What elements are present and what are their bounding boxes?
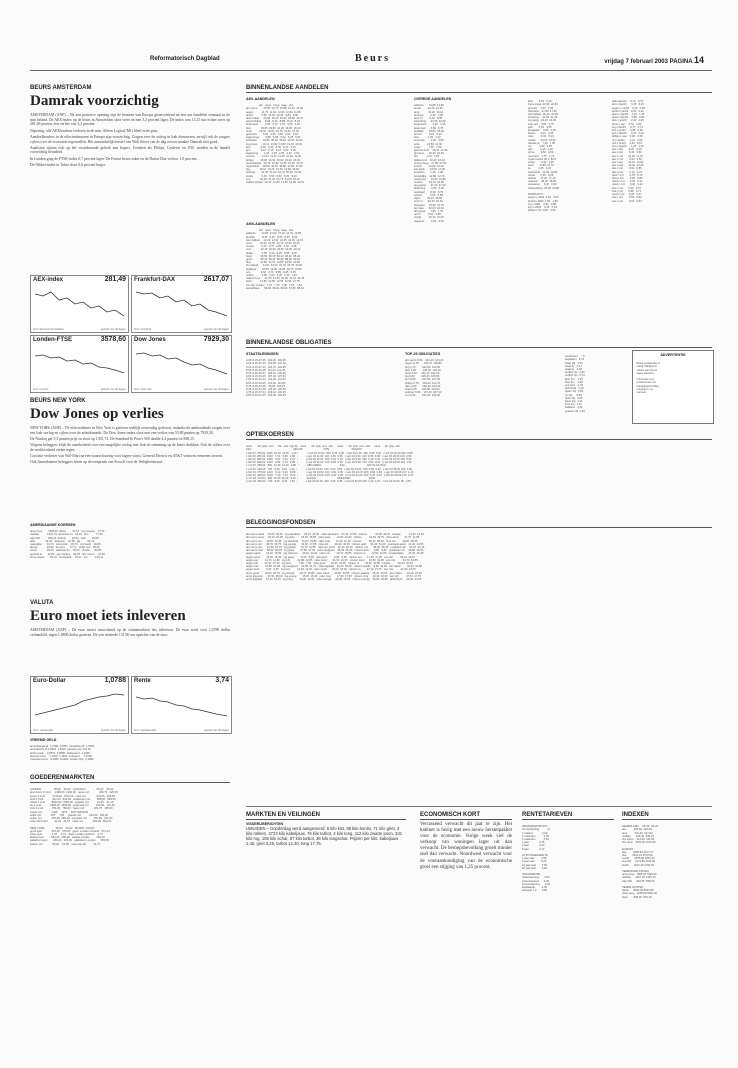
masthead — [30, 52, 712, 71]
indexen: INDEXEN NEDERLAND 05-02 06-02 aex 284,69 281,49 amx 331,20 327,90 midkap 342,40 339,10 cbs koers 314,60 311,80 cbs rend 1020,30 1010,80 EUROPA dax 2636,20 2617,07 ftse 3604,10 3578,60 cac40 2878,90 2851,40 stoxx50 2174,80 2152,60 bel20 1810,40 1795,20 VERENIGDE STATEN dow jones 7985,18 7929,30 nasdaq 1307,03 1301,73 s&p 500 842,55 838,15 VERRE OOSTEN nikkei 8484,90 8532,80 hang seng 9258,50 9260,40 topix 838,20 843,10 — [622, 812, 712, 899]
staatsleningen: STAATSLENINGEN 4,00 nl 15-07-05 102,20 102,35 4,25 nl 15-07-13 100,85 101,10 5,00 nl 15-07-12 104,70 104,95 5,50 nl 15-01-28 111,20 111,45 5,75 nl 15-02-07 109,10 109,30 6,00 nl 15-01-06 107,40 107,60 7,50 nl 15-01-23 131,20 131,50 8,50 nl 15-03-06 113,60 113,80 3,75 nl 15-07-09 99,90 100,10 5,25 nl 15-07-08 106,40 106,60 4,75 nl 15-07-04 103,10 103,25 5,00 nl 15-01-05 104,20 104,35 — [246, 352, 401, 398]
staatsleningen-table: 4,00 nl 15-07-05 102,20 102,35 4,25 nl 15-07-13 100,85 101,10 5,00 nl 15-07-12 104,70 104,95 5,50 nl 15-01-28 111,20 111,45 5,75 nl 15-02-07 109,10 109,30 6,00 nl 15-01-06 107,40 107,60 7,50 nl 15-01-23 131,20 131,50 8,50 nl 15-03-06 113,60 113,80 3,75 nl 15-07-09 99,90 100,10 5,25 nl 15-07-08 106,40 106,60 4,75 nl 15-07-04 103,10 103,25 5,00 nl 15-01-05 104,20 104,35 — [246, 359, 286, 398]
kicker-valuta: VALUTA — [30, 600, 54, 606]
economisch-kort: ECONOMISCH KORT Verrassend verwacht dit jaar te zijn. Het kabinet is bezig met een nieuw herstelpakket voor de economie. Vorige week viel de verkoop van woningen lager uit dan verwacht. De beroepsbevolking groeit minder snel dan verwacht. Noordwest verwacht voor de vooraankondiging van de economische groei een stijging van 1,25 procent. — [420, 812, 512, 870]
amx-aandelen-table: slot open hoog laag slot aalberts 14,80 14,90 15,10 14,70 14,85 arcadis 8,35 8,40 8,50 8,25 8,30 bam ballast 12,20 12,30 12,45 12,05 12,15 corio 22,40 22,50 22,70 22,30 22,45 crucell 2,70 2,75 2,85 2,62 2,68 csm 20,15 20,30 20,55 20,00 20,10 draka 9,05 9,10 9,25 8,95 9,00 fugro 38,50 38,70 39,10 38,20 38,40 gucci 89,10 89,30 89,60 88,90 89,20 hbg 13,60 13,70 13,85 13,50 13,58 ihc caland 44,00 44,20 44,70 43,70 43,90 nedlloyd 18,90 19,00 19,25 18,70 18,80 oce 9,60 9,70 9,85 9,45 9,55 ordina 1,95 2,00 2,05 1,90 1,94 rodamco eu 41,30 41,50 41,90 41,10 41,25 stork 12,80 12,90 13,05 12,65 12,75 van der moolen 7,70 7,75 7,90 7,55 7,62 wereldhave 58,00 58,20 58,60 57,80 58,10 — [246, 229, 305, 290]
section-title: Beurs — [355, 53, 390, 64]
top25-table: abn amro 5,50 104,10 104,20 aegon 5,75 103,70 103,80 bng 4,75 102,90 103,00 dsm 6,25 106,30 106,40 fortis 5,00 102,10 102,20 ing 6,00 105,40 105,50 kpn 8,00 107,80 107,90 philips 5,75 104,60 104,70 rabo 4,50 102,30 102,40 shell 5,25 104,80 104,90 unilever 6,50 107,20 107,30 vnu 5,62 101,90 102,00 — [405, 359, 444, 398]
amerikaanse-koersen: AMERIKAANSE KOERSEN dow jones 7929,30 alcoa 20,19 hp compaq 17,63 nasdaq 1301,73 american ex 34,91 ibm 77,63 s&p 500 838,15 boeing 30,54 intel 15,68 at&t 19,40 citigroup 34,58 j&j 52,13 caterpillar 43,70 coca cola 39,79 microsoft 46,89 disney 16,92 du pont 37,71 philip mor 38,49 exxon 33,26 eastman ko 29,04 procter 84,80 general el 22,82 gen motors 35,48 sbc comm 24,60 home depot 20,10 honeywell 23,47 3m 124,11 — [30, 523, 230, 559]
article-newyork-body: NEW YORK (ANP) – De effectenbeurs in New York is gisteren redelijk eenvoudig gesloten, ondanks de aanhoudende zorgen over een Irak-oorlog en cijfers over de arbeidsmarkt. De Dow Jones-index sloot met een verlies van 55,88 punten op 7929,30. De Nasdaq gaf 5,3 punten prijs en sloot op 1301,73. De Standard & Poor's 500 daalde 4,4 punten tot 838,15. Volgens beleggers blijft de onzekerheid over een mogelijke oorlog met Irak de stemming op de beurs drukken. Ook de cijfers over de werkloosheid vielen tegen. Grootste verliezer was Wal-Mart na een waarschuwing voor lagere winst. General Electric en AT&T verloren eveneens terrein. Ook Amerikaanse beleggers letten op de toespraak van Powell voor de Veiligheidsraad. — [30, 426, 230, 465]
headline-newyork: Dow Jones op verlies — [30, 406, 164, 422]
chart-ftse: Londen-FTSE 3578,60 bron: Londen periode van 30 dagen — [30, 335, 129, 393]
kicker-amsterdam: BEURS AMSTERDAM — [30, 85, 92, 91]
markten-veilingen: MARKTEN EN VEILINGEN VISSERIJBERICHTEN UMUIDEN – Donderdag werd aangevoerd: 6 kilo kist, 95 kilo bonito, 71 kilo griet, 3 kilo rokken, 2723 kilo kabeljauw, 76 kilo tarbot, 4 kilo tong, 112 kilo zwarte poon, 341 kilo rog, 108 kilo schar, 87 kilo tarbot, 36 kilo tongschar. Prijzen per kilo: kabeljauw 1,45, griet 3,25, tarbot 12,40, tong 17,75. — [246, 812, 406, 846]
vreemd-geld: VREEMD GELD amerikaanse dl 1,0788 1,0800 canadese dlr 1,6460 australische dl 1,8330 1,8320 japanse yen 131,90 britse pond 0,6574 0,6580 zwitserse fr 1,4665 deense kroon 7,4326 7,4324 noorse kr 7,5700 zweedse kroon 9,2380 9,2400 poolse zloty 4,1680 — [30, 738, 230, 761]
amerikaanse-koersen-table: dow jones 7929,30 alcoa 20,19 hp compaq 17,63 nasdaq 1301,73 american ex 34,91 ibm 77,63 s&p 500 838,15 boeing 30,54 intel 15,68 at&t 19,40 citigroup 34,58 j&j 52,13 caterpillar 43,70 coca cola 39,79 microsoft 46,89 disney 16,92 du pont 37,71 philip mor 38,49 exxon 33,26 eastman ko 29,04 procter 84,80 general el 22,82 gen motors 35,48 sbc comm 24,60 home depot 20,10 honeywell 23,47 3m 124,11 — [30, 530, 105, 559]
left-column-ny — [30, 398, 230, 466]
chart-aex: AEX-index 281,49 bron: Euronext Amsterdam periode van 30 dagen — [30, 275, 129, 333]
rendementen-table: rendement % kapitaalm. 3,74 staat 10j 4,06 staat 5j 3,17 staat 2j 2,48 euribor 3m 2,80 euribor 6m 2,74 libor 3m 1,35 libor 6m 1,36 ecb herf. 2,75 fed funds 1,25 japan 10j 0,81 vs 10j 3,99 duits 10j 4,05 frans 10j 4,11 brits 10j 4,27 italiaans 4,33 spaans 10j 4,19 — [565, 355, 585, 413]
top25-obligaties: TOP-25 OBLIGATIES abn amro 5,50 104,10 104,20 aegon 5,75 103,70 103,80 bng 4,75 102,90 103,00 dsm 6,25 106,30 106,40 fortis 5,00 102,10 102,20 ing 6,00 105,40 105,50 kpn 8,00 107,80 107,90 philips 5,75 104,60 104,70 rabo 4,50 102,30 102,40 shell 5,25 104,80 104,90 unilever 6,50 107,20 107,30 vnu 5,62 101,90 102,00 — [405, 352, 560, 398]
chart-eurodollar-line — [31, 687, 128, 723]
beleggingsfondsen-table: abn amro aand 33,20 33,40 ing aandelen 25,10 25,30 rabo aandelen 27,40 27,55 robeco 44,90 45,20 orange 13,20 13,30 abn amro amer 22,10 22,25 ing azie 18,40 18,55 rabo amer 14,80 14,90 rolinco 19,60 19,75 ohra aand 21,70 21,85 abn amro eur 19,80 19,95 ing dividend 31,60 31,80 rabo azie 11,20 11,30 rorento 58,10 58,20 ohra obl 48,30 48,35 abn amro obl 45,70 45,75 ing europa 16,90 17,05 rabo obl 46,40 46,45 robeco geld 51,20 51,20 postbank aand 24,40 24,55 abn amro pac 12,60 12,70 ing global 14,70 14,85 rabo onr goed 32,10 32,20 robeco mix 28,30 28,45 postbank obl 52,10 52,15 abn amro vast 38,90 39,05 ing groei 27,80 27,95 rabo vastgoed 36,30 36,45 robeco tech 9,80 9,90 postbank mix 36,80 36,95 aegon aand 19,40 19,55 ing inkomen 33,10 33,20 rabo mix 29,70 29,85 robeco us 22,50 22,65 snsaandelen 26,30 26,45 aegon amer 16,20 16,30 ing japan 8,40 8,45 rabo tech 6,90 6,95 robeco eur 17,20 17,35 sns obl 49,10 49,15 aegon eur 14,70 14,80 ing obl 42,80 42,85 rabo duurz 21,50 21,65 robeco cons 32,80 32,95 sns mix 34,70 34,85 aegon obl 47,20 47,25 ing tech 7,60 7,65 rabo groei 24,20 24,35 robeco nl 40,60 40,85 triodos 32,40 32,50 aegon mix 31,80 31,95 ing vastgoed 41,50 41,70 rabo kapitaal 52,30 52,35 robeco pacific 9,90 10,00 asn aand 33,60 33,80 aegon tech 6,40 6,45 ing verz 12,30 12,40 rabo small 18,10 18,20 robeco vs 27,10 27,25 asn mix 41,90 42,05 amro groei 26,60 26,75 ing wereld 20,70 20,85 rabo value 23,80 23,95 robeco waarde 35,40 35,55 asn milieu 24,10 24,20 amro inkomen 37,90 38,00 ing young 15,30 15,40 rabo zorg 17,50 17,60 robeco zorg 16,30 16,40 asn obl 47,70 47,75 amro kapitaal 51,40 51,45 ing zorg 13,20 13,30 rabo energie 29,40 29,55 robeco energy 30,80 30,95 delta lloyd 22,90 23,05 — [246, 533, 425, 582]
overige-aandelen-table-2: flexi 5,20 5,10 frans maas 22,90 22,80 gti hold 4,60 4,55 heijmans 17,80 17,60 hes beheer 22,10 22,00 homburg 31,50 31,40 ing vastg 24,20 24,00 inter acc 3,80 3,75 jetix 4,10 4,05 kpnqwest 0,05 0,05 laurus 2,10 2,05 m&n 8,30 8,20 nedap 24,50 24,30 nieuwe st 7,40 7,35 nrc 4,90 4,85 p&c 1,30 1,28 prime 9,60 9,50 rood test 1,75 1,72 royal reesink 90,0 89,5 simac 3,40 3,35 stern 11,80 11,70 tie 1,25 1,22 twentsche 12,60 12,50 univar 6,10 6,05 ubbink 17,20 17,10 vastned 48,30 48,00 wessanen 6,40 6,30 zwanenberg 26,00 25,80 WARRANTS aegon c 2003 0,52 0,50 ahold p 2003 1,80 1,85 ing c 2004 0,90 0,88 kpn c 2003 0,25 0,24 philips c 03 0,64 0,60 — [528, 100, 560, 213]
vreemd-geld-table: amerikaanse dl 1,0788 1,0800 canadese dlr 1,6460 australische dl 1,8330 1,8320 japanse yen 131,90 britse pond 0,6574 0,6580 zwitserse fr 1,4665 deense kroon 7,4326 7,4324 noorse kr 7,5700 zweedse kroon 9,2380 9,2400 poolse zloty 4,1680 — [30, 745, 95, 762]
rentetarieven-table: RENTEDEPOSITO'S termijn/bedrag % 1 maand 2,00 3 maanden 2,05 6 maanden 2,10 1 jaar 2,15 2 jaar 2,40 5 jaar 3,10 HYPOTHEEKRENTE 1 jaar vast 4,90 5 jaar vast 5,20 10 jaar vast 5,60 20 jaar vast 6,00 SPAARRENTE spaarrekening 2,50 internetsparen 3,00 bonusrekening 3,20 kapitaalrek. 3,40 deposito 1 jr 2,80 — [522, 825, 551, 893]
chart-dow: Dow Jones 7929,30 bron: New York periode van 30 dagen — [131, 335, 232, 393]
chart-rente: Rente 3,74 bron: kapitaalmarkt periode van 30 dagen — [131, 676, 232, 734]
markten-text: UMUIDEN – Donderdag werd aangevoerd: 6 kilo kist, 95 kilo bonito, 71 kilo griet, 3 kilo rokken, 2723 kilo kabeljauw, 76 kilo tarbot, 4 kilo tong, 112 kilo zwarte poon, 341 kilo rog, 108 kilo schar, 87 kilo tarbot, 36 kilo tongschar. Prijzen per kilo: kabeljauw 1,45, griet 3,25, tarbot 12,40, tong 17,75. — [246, 826, 403, 846]
aex-aandelen: AEX-AANDELEN slot open hoog laag slot abn amro 15,50 15,70 15,88 15,30 15,36 aegon 11,76 11,90 12,06 11,60 11,68 ahold 9,95 10,20 10,30 9,84 9,90 akzo nobel 25,85 26,10 26,40 25,60 25,70 asml holding 8,28 8,40 8,55 8,10 8,18 buhrmann 4,65 4,70 4,78 4,55 4,60 dsm 39,65 39,80 40,20 39,30 39,40 fortis 15,42 15,60 15,78 15,20 15,30 getronics 0,64 0,65 0,66 0,62 0,63 hagemeyer 5,88 5,95 6,02 5,78 5,82 heineken 34,80 35,00 35,40 34,50 34,60 ing groep 13,41 13,60 13,80 13,20 13,30 klm 6,32 6,40 6,50 6,20 6,25 kpn 6,10 6,15 6,24 6,00 6,05 logicacmg 2,43 2,45 2,55 2,40 2,52 numico 11,04 11,10 11,35 10,90 11,00 philips 16,08 16,30 16,52 15,90 16,00 reed elsevier 10,78 10,90 11,05 10,65 10,70 royal dutch 38,06 38,30 38,80 37,80 37,95 tpg 15,10 15,25 15,40 14,90 15,00 unilever 51,30 51,60 52,10 50,90 51,05 vedior 5,45 5,50 5,60 5,35 5,40 vnu 24,25 24,40 24,75 24,00 24,10 wolters kluwer 13,20 13,35 13,55 13,05 13,10 — [246, 97, 406, 184]
aex-aandelen-table: slot open hoog laag slot abn amro 15,50 15,70 15,88 15,30 15,36 aegon 11,76 11,90 12,06 11,60 11,68 ahold 9,95 10,20 10,30 9,84 9,90 akzo nobel 25,85 26,10 26,40 25,60 25,70 asml holding 8,28 8,40 8,55 8,10 8,18 buhrmann 4,65 4,70 4,78 4,55 4,60 dsm 39,65 39,80 40,20 39,30 39,40 fortis 15,42 15,60 15,78 15,20 15,30 getronics 0,64 0,65 0,66 0,62 0,63 hagemeyer 5,88 5,95 6,02 5,78 5,82 heineken 34,80 35,00 35,40 34,50 34,60 ing groep 13,41 13,60 13,80 13,20 13,30 klm 6,32 6,40 6,50 6,20 6,25 kpn 6,10 6,15 6,24 6,00 6,05 logicacmg 2,43 2,45 2,55 2,40 2,52 numico 11,04 11,10 11,35 10,90 11,00 philips 16,08 16,30 16,52 15,90 16,00 reed elsevier 10,78 10,90 11,05 10,65 10,70 royal dutch 38,06 38,30 38,80 37,80 37,95 tpg 15,10 15,25 15,40 14,90 15,00 unilever 51,30 51,60 52,10 50,90 51,05 vedior 5,45 5,50 5,60 5,35 5,40 vnu 24,25 24,40 24,75 24,00 24,10 wolters kluwer 13,20 13,35 13,55 13,05 13,10 — [246, 104, 305, 185]
amx-aandelen: AMX-AANDELEN slot open hoog laag slot aalberts 14,80 14,90 15,10 14,70 14,85 arcadis 8,35 8,40 8,50 8,25 8,30 bam ballast 12,20 12,30 12,45 12,05 12,15 corio 22,40 22,50 22,70 22,30 22,45 crucell 2,70 2,75 2,85 2,62 2,68 csm 20,15 20,30 20,55 20,00 20,10 draka 9,05 9,10 9,25 8,95 9,00 fugro 38,50 38,70 39,10 38,20 38,40 gucci 89,10 89,30 89,60 88,90 89,20 hbg 13,60 13,70 13,85 13,50 13,58 ihc caland 44,00 44,20 44,70 43,70 43,90 nedlloyd 18,90 19,00 19,25 18,70 18,80 oce 9,60 9,70 9,85 9,45 9,55 ordina 1,95 2,00 2,05 1,90 1,94 rodamco eu 41,30 41,50 41,90 41,10 41,25 stork 12,80 12,90 13,05 12,65 12,75 van der moolen 7,70 7,75 7,90 7,55 7,62 wereldhave 58,00 58,20 58,60 57,80 58,10 — [246, 222, 406, 290]
left-column — [30, 85, 230, 169]
page-number: 14 — [693, 55, 704, 65]
economisch-kort-text: Verrassend verwacht dit jaar te zijn. Het kabinet is bezig met een nieuw herstelpakket voor de economie. Vorige week viel de verkoop van woningen lager uit dan verwacht. De beroepsbevolking groeit minder snel dan verwacht. Noordwest verwacht voor de vooraankondiging van de economische groei een stijging van 1,25 procent. — [420, 822, 512, 870]
rendementen — [565, 352, 627, 413]
aandelen-block: BINNENLANDSE AANDELEN — [246, 85, 712, 95]
chart-rente-line — [132, 687, 231, 723]
beleggingsfondsen-block: BELEGGINGSFONDSEN abn amro aand 33,20 33,40 ing aandelen 25,10 25,30 rabo aandelen 27,40 27,55 robeco 44,90 45,20 orange 13,20 13,30 abn amro amer 22,10 22,25 ing azie 18,40 18,55 rabo amer 14,80 14,90 rolinco 19,60 19,75 ohra aand 21,70 21,85 abn amro eur 19,80 19,95 ing dividend 31,60 31,80 rabo azie 11,20 11,30 rorento 58,10 58,20 ohra obl 48,30 48,35 abn amro obl 45,70 45,75 ing europa 16,90 17,05 rabo obl 46,40 46,45 robeco geld 51,20 51,20 postbank aand 24,40 24,55 abn amro pac 12,60 12,70 ing global 14,70 14,85 rabo onr goed 32,10 32,20 robeco mix 28,30 28,45 postbank obl 52,10 52,15 abn amro vast 38,90 39,05 ing groei 27,80 27,95 rabo vastgoed 36,30 36,45 robeco tech 9,80 9,90 postbank mix 36,80 36,95 aegon aand 19,40 19,55 ing inkomen 33,10 33,20 rabo mix 29,70 29,85 robeco us 22,50 22,65 snsaandelen 26,30 26,45 aegon amer 16,20 16,30 ing japan 8,40 8,45 rabo tech 6,90 6,95 robeco eur 17,20 17,35 sns obl 49,10 49,15 aegon eur 14,70 14,80 ing obl 42,80 42,85 rabo duurz 21,50 21,65 robeco cons 32,80 32,95 sns mix 34,70 34,85 aegon obl 47,20 47,25 ing tech 7,60 7,65 rabo groei 24,20 24,35 robeco nl 40,60 40,85 triodos 32,40 32,50 aegon mix 31,80 31,95 ing vastgoed 41,50 41,70 rabo kapitaal 52,30 52,35 robeco pacific 9,90 10,00 asn aand 33,60 33,80 aegon tech 6,40 6,45 ing verz 12,30 12,40 rabo small 18,10 18,20 robeco vs 27,10 27,25 asn mix 41,90 42,05 amro groei 26,60 26,75 ing wereld 20,70 20,85 rabo value 23,80 23,95 robeco waarde 35,40 35,55 asn milieu 24,10 24,20 amro inkomen 37,90 38,00 ing young 15,30 15,40 rabo zorg 17,50 17,60 robeco zorg 16,30 16,40 asn obl 47,70 47,75 amro kapitaal 51,40 51,45 ing zorg 13,20 13,30 rabo energie 29,40 29,55 robeco energy 30,80 30,95 delta lloyd 22,90 23,05 — [246, 520, 712, 581]
overige-aandelen-2 — [528, 97, 608, 212]
headline-valuta: Euro moet iets inleveren — [30, 608, 186, 624]
article-amsterdam-body: AMSTERDAM (ANP) – Na een positieve opening zijn de beurzen van Europa gisterochtend na een uur handelen eenmaal in de min beland. De AEX-index op de beurs in Amsterdam sloot weer en met 3,2 procent lager. De index was 13,15 uur echter weer op 281,49 punten, een verlies van 3,2 procent. Neprenig, alle AEXfondsen verloren in de min. Alleen LogicaCMG bleef in de plus. Aandeelhouders in de effectenbeurzen in Europa zijn voorzichtig. Zorgen over de oorlog in Irak domineren, terwijl ook de jongste cijfers over de economie tegenvallen. Het aanvankelijk herstel van Wall Street van de dag ervoor maakte Damrak niet goed. Analisten wijzen ook op het voortdurende gebrek aan kopers. Fondsen als Philips, Unilever en ING werden in de handel voorzichtig benaderd. In Londen ging de FTSE-index 0,7 procent lager. De Franse beurs zakte en de Duitse Dax verloor 1,0 procent. De Nikkei-index in Tokio sloot 0,6 procent hoger. — [30, 113, 230, 167]
chart-dow-line — [132, 346, 231, 382]
overige-aandelen: OVERIGE AANDELEN aalberts 14,85 14,80 accell 12,40 12,35 amg 10,20 10,10 antonov 0,30 0,29 asm int 9,10 8,95 batenburg 22,50 22,40 begemann 4,20 4,15 beter bed 6,80 6,75 boskalis 18,60 18,40 brunel 3,15 3,10 ctac 1,05 1,02 econosto 4,90 4,85 eriks 21,80 21,60 exact 7,95 7,80 gamma hold 28,10 27,90 grontmij 19,40 19,30 hitt 2,70 2,65 holland col 16,20 16,10 hunter doug 27,80 27,50 imtech 14,50 14,30 kas bank 18,00 17,90 kendrion 1,40 1,38 koninklijke 12,80 12,70 macintosh 10,90 10,80 nutreco 19,70 19,50 opg groep 27,40 27,20 pharming 0,95 0,92 randstad 8,90 8,75 samas 0,60 0,58 sligro 35,10 35,00 smit int 20,30 20,10 telegraaf 15,80 15,70 ten cate 22,60 22,40 tkh group 7,80 7,70 unit 4 3,90 3,85 vopak 10,10 10,00 wegener 6,05 6,00 — [414, 97, 524, 223]
chart-aex-line — [31, 286, 128, 322]
advertentie-box: ADVERTENTIE Beleg verstandig en vraag vrijblijvend advies aan bij uw eigen adviseur. Informatie over rendementen en beleggingsfondsen ontvangt u op verzoek. — [632, 350, 714, 424]
kicker-newyork: BEURS NEW YORK — [30, 398, 86, 404]
overige-aandelen-table: aalberts 14,85 14,80 accell 12,40 12,35 amg 10,20 10,10 antonov 0,30 0,29 asm int 9,10 8,95 batenburg 22,50 22,40 begemann 4,20 4,15 beter bed 6,80 6,75 boskalis 18,60 18,40 brunel 3,15 3,10 ctac 1,05 1,02 econosto 4,90 4,85 eriks 21,80 21,60 exact 7,95 7,80 gamma hold 28,10 27,90 grontmij 19,40 19,30 hitt 2,70 2,65 holland col 16,20 16,10 hunter doug 27,80 27,50 imtech 14,50 14,30 kas bank 18,00 17,90 kendrion 1,40 1,38 koninklijke 12,80 12,70 macintosh 10,90 10,80 nutreco 19,70 19,50 opg groep 27,40 27,20 pharming 0,95 0,92 randstad 8,90 8,75 samas 0,60 0,58 sligro 35,10 35,00 smit int 20,30 20,10 telegraaf 15,80 15,70 ten cate 22,60 22,40 tkh group 7,80 7,70 unit 4 3,90 3,85 vopak 10,10 10,00 wegener 6,05 6,00 — [414, 104, 448, 223]
chart-eurodollar: Euro-Dollar 1,0788 bron: valutamarkt periode van 30 dagen — [30, 676, 129, 734]
goederenmarkten-table: LONDEN 05-02 06-02 CHICAGO 05-02 06-02 aluminium 3 mnd 1399,00 1392,00 tarwe mrt 326,75 320,00 koper 3 mnd 1718,00 1702,00 mais mrt 239,25 236,50 lood 3 mnd 441,00 440,00 sojabonen mrt 588,00 584,50 nikkel 3 mnd 8010,00 7960,00 sojaolie mrt 21,25 21,10 tin 3 mnd 4395,00 4360,00 sojameel mrt 162,80 161,40 zink 3 mnd 781,00 780,00 haver mrt 186,75 185,00 cacao mrt 1468 1475 ROTTERDAM koffie mrt 697 705 gasolie mrt 294,00 290,00 suiker mrt 187,60 188,40 stookolie mrt 164,00 161,50 ruwe olie brent 31,42 30,87 nafta mrt 309,00 302,00 NEW YORK 05-02 06-02 ZILVER / GOUD goud spot 372,40 370,20 goud Londen ochtend 371,10 zilver spot 4,78 4,72 zilver Londen ochtend 4,79 platina spot 684,00 680,00 platina Londen 683,00 palladium spot 266,00 264,00 palladium Londen 265,00 katoen mrt 55,20 54,90 ruwe olie wti 34,72 — [30, 788, 118, 846]
obligaties-block: BINNENLANDSE OBLIGATIES — [246, 340, 712, 350]
optiekoersen-block: OPTIEKOERSEN serie afl prijs omz lnk slot opp.bij serie afl prijs omz slot serie afl prijs omz slot serie afl prijs slot AEX AEGON KPN PHILIPS c feb 03 275,00 1180 10,10 10,00 1,20 ↑ c feb 03 10,00 250 0,35 0,40 c feb 03 6,00 180 0,25 0,30 c feb 03 16,00 240 0,55 c feb 03 280,00 2340 7,10 6,90 2,00 ↑ c apr 03 11,00 120 0,60 0,65 c apr 03 6,50 310 0,35 0,38 c apr 03 18,00 160 0,80 c feb 03 285,00 1950 4,60 4,40 3,10 ↓ p feb 03 10,00 300 0,22 0,20 p feb 03 6,00 220 0,18 0,16 p feb 03 16,00 190 0,60 c feb 03 290,00 1420 2,80 2,70 4,80 ↓ p apr 03 11,00 140 0,95 0,90 p apr 03 6,50 270 0,62 0,60 p apr 03 18,00 110 1,90 c mrt 03 280,00 860 14,40 14,10 0,90 ↑ ABN AMRO ING ROYAL DUTCH c mrt 03 290,00 720 9,30 9,10 1,40 ↑ c feb 03 15,00 210 0,60 0,65 c feb 03 13,00 330 0,58 0,62 c feb 03 38,00 150 0,90 p feb 03 275,00 1210 5,10 5,40 6,80 ↓ c apr 03 16,00 130 0,90 0,95 c apr 03 14,00 260 0,80 0,84 c apr 03 40,00 120 1,20 p feb 03 280,00 1640 7,40 7,70 8,20 ↓ p feb 03 15,00 180 0,40 0,38 p feb 03 13,00 290 0,35 0,33 p feb 03 38,00 130 0,75 p mrt 03 270,00 980 11,60 11,90 9,10 ↓ AHOLD UNILEVER DSM p mrt 03 260,00 740 8,20 8,40 7,60 ↓ c feb 03 10,00 400 0,36 0,38 c feb 03 52,00 140 1,10 1,15 c feb 03 40,00 90 1,05 — [246, 432, 712, 484]
left-column-valuta — [30, 600, 230, 639]
warrants-table: aalb warrant 0,72 0,70 abn c dec03 0,45 0,43 aegon c mrt03 0,30 0,28 ahold c jun03 0,22 0,20 akzo c sep03 1,10 1,05 asml c dec03 0,85 0,80 dsm c jun03 2,40 2,35 fortis c sep 0,62 0,60 ing c dec03 0,77 0,74 klm c jun03 0,38 0,36 kpn c dec03 0,41 0,39 philips c sep 0,98 0,95 rd c dec03 2,10 2,05 unil c jun03 3,20 3,15 vnu c sep03 1,45 1,40 aex c feb 8,20 8,10 aex p feb 6,40 6,60 aex c mrt 11,90 11,70 aex p mrt 9,30 9,50 aex c apr 14,10 13,90 aex p apr 12,20 12,40 dax c mrt 0,90 0,85 dax p mrt 1,10 1,15 dow c mrt 0,75 0,70 dow p mrt 0,82 0,86 nasd c mrt 0,33 0,31 nasd p mrt 0,40 0,42 ftse c mrt 0,60 0,57 ftse p mrt 0,68 0,71 topix c mrt 0,28 0,27 cac c mrt 0,55 0,52 cac p mrt 0,61 0,64 — [612, 100, 645, 203]
paper-name: Reformatorisch Dagblad — [150, 56, 220, 62]
goederenmarkten: GOEDERENMARKTEN LONDEN 05-02 06-02 CHICAGO 05-02 06-02 aluminium 3 mnd 1399,00 1392,00 tarwe mrt 326,75 320,00 koper 3 mnd 1718,00 1702,00 mais mrt 239,25 236,50 lood 3 mnd 441,00 440,00 sojabonen mrt 588,00 584,50 nikkel 3 mnd 8010,00 7960,00 sojaolie mrt 21,25 21,10 tin 3 mnd 4395,00 4360,00 sojameel mrt 162,80 161,40 zink 3 mnd 781,00 780,00 haver mrt 186,75 185,00 cacao mrt 1468 1475 ROTTERDAM koffie mrt 697 705 gasolie mrt 294,00 290,00 suiker mrt 187,60 188,40 stookolie mrt 164,00 161,50 ruwe olie brent 31,42 30,87 nafta mrt 309,00 302,00 NEW YORK 05-02 06-02 ZILVER / GOUD goud spot 372,40 370,20 goud Londen ochtend 371,10 zilver spot 4,78 4,72 zilver Londen ochtend 4,79 platina spot 684,00 680,00 platina Londen 683,00 palladium spot 266,00 264,00 palladium Londen 265,00 katoen mrt 55,20 54,90 ruwe olie wti 34,72 — [30, 775, 230, 846]
article-valuta-body: AMSTERDAM (ANP) – De euro moest vanochtend op de valutamarkten iets inleveren. De euro werd voor 1,0788 dollar verhandeld, tegen 1,0800 dollar gisteren. De yen noteerde 131,90 ten opzichte van de euro. — [30, 628, 230, 637]
warrants-column — [612, 97, 712, 203]
optiekoersen-table: serie afl prijs omz lnk slot opp.bij serie afl prijs omz slot serie afl prijs omz slot serie afl prijs slot AEX AEGON KPN PHILIPS c feb 03 275,00 1180 10,10 10,00 1,20 ↑ c feb 03 10,00 250 0,35 0,40 c feb 03 6,00 180 0,25 0,30 c feb 03 16,00 240 0,55 c feb 03 280,00 2340 7,10 6,90 2,00 ↑ c apr 03 11,00 120 0,60 0,65 c apr 03 6,50 310 0,35 0,38 c apr 03 18,00 160 0,80 c feb 03 285,00 1950 4,60 4,40 3,10 ↓ p feb 03 10,00 300 0,22 0,20 p feb 03 6,00 220 0,18 0,16 p feb 03 16,00 190 0,60 c feb 03 290,00 1420 2,80 2,70 4,80 ↓ p apr 03 11,00 140 0,95 0,90 p apr 03 6,50 270 0,62 0,60 p apr 03 18,00 110 1,90 c mrt 03 280,00 860 14,40 14,10 0,90 ↑ ABN AMRO ING ROYAL DUTCH c mrt 03 290,00 720 9,30 9,10 1,40 ↑ c feb 03 15,00 210 0,60 0,65 c feb 03 13,00 330 0,58 0,62 c feb 03 38,00 150 0,90 p feb 03 275,00 1210 5,10 5,40 6,80 ↓ c apr 03 16,00 130 0,90 0,95 c apr 03 14,00 260 0,80 0,84 c apr 03 40,00 120 1,20 p feb 03 280,00 1640 7,40 7,70 8,20 ↓ p feb 03 15,00 180 0,40 0,38 p feb 03 13,00 290 0,35 0,33 p feb 03 38,00 130 0,75 p mrt 03 270,00 980 11,60 11,90 9,10 ↓ AHOLD UNILEVER DSM p mrt 03 260,00 740 8,20 8,40 7,60 ↓ c feb 03 10,00 400 0,36 0,38 c feb 03 52,00 140 1,10 1,15 c feb 03 40,00 90 1,05 — [246, 445, 414, 484]
headline-amsterdam: Damrak voorzichtig — [30, 93, 159, 109]
chart-dax-line — [132, 286, 231, 322]
indexen-table: NEDERLAND 05-02 06-02 aex 284,69 281,49 amx 331,20 327,90 midkap 342,40 339,10 cbs koers 314,60 311,80 cbs rend 1020,30 1010,80 EUROPA dax 2636,20 2617,07 ftse 3604,10 3578,60 cac40 2878,90 2851,40 stoxx50 2174,80 2152,60 bel20 1810,40 1795,20 VERENIGDE STATEN dow jones 7985,18 7929,30 nasdaq 1307,03 1301,73 s&p 500 842,55 838,15 VERRE OOSTEN nikkei 8484,90 8532,80 hang seng 9258,50 9260,40 topix 838,20 843,10 — [622, 825, 659, 899]
date-line: vrijdag 7 februari 2003 PAGINA 14 — [604, 55, 704, 65]
advertentie-text: Beleg verstandig en vraag vrijblijvend advies aan bij uw eigen adviseur. Informatie over rendementen en beleggingsfondsen ontvangt u op verzoek. — [636, 362, 661, 395]
bottom-row-rule — [246, 806, 712, 807]
chart-dax: Frankfurt-DAX 2617,07 bron: Frankfurt periode van 30 dagen — [131, 275, 232, 333]
chart-ftse-line — [31, 346, 128, 382]
rentetarieven: RENTETARIEVEN RENTEDEPOSITO'S termijn/bedrag % 1 maand 2,00 3 maanden 2,05 6 maanden 2,10 1 jaar 2,15 2 jaar 2,40 5 jaar 3,10 HYPOTHEEKRENTE 1 jaar vast 4,90 5 jaar vast 5,20 10 jaar vast 5,60 20 jaar vast 6,00 SPAARRENTE spaarrekening 2,50 internetsparen 3,00 bonusrekening 3,20 kapitaalrek. 3,40 deposito 1 jr 2,80 — [522, 812, 614, 892]
